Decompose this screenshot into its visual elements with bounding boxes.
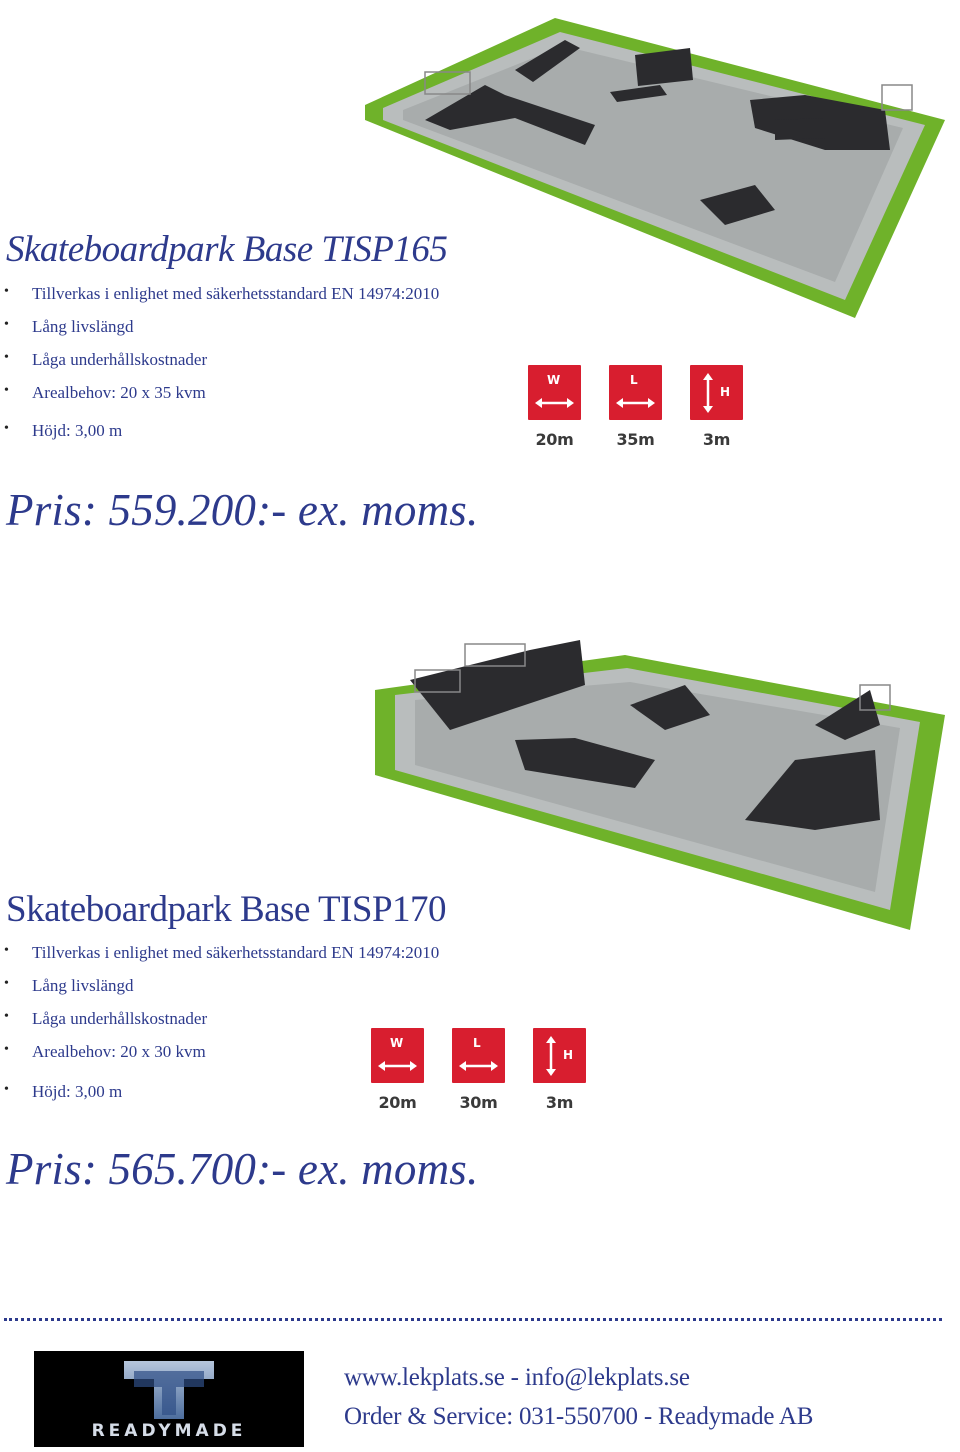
feature-item: • Lång livslängd xyxy=(4,317,439,337)
product-title: Skateboardpark Base TISP170 xyxy=(6,889,447,930)
dimension-height xyxy=(690,365,743,449)
feature-item: • Höjd: 3,00 m xyxy=(4,421,439,441)
price: Pris: 559.200:- ex. moms. xyxy=(6,485,479,535)
price: Pris: 565.700:- ex. moms. xyxy=(6,1144,479,1194)
width-arrow-icon: W xyxy=(371,1028,424,1083)
height-arrow-icon: H xyxy=(533,1028,586,1083)
feature-item: • Arealbehov: 20 x 30 kvm xyxy=(4,1042,439,1062)
dimension-length xyxy=(609,365,662,449)
dimension-height xyxy=(533,1028,586,1112)
height-arrow-icon: H xyxy=(690,365,743,420)
product-title: Skateboardpark Base TISP165 xyxy=(6,229,448,270)
dimension-icons xyxy=(528,365,743,449)
skatepark-tisp165-image xyxy=(355,0,960,320)
dimension-value: 3m xyxy=(702,430,731,449)
dimension-icons xyxy=(371,1028,586,1112)
dimension-value: 20m xyxy=(535,430,574,449)
footer-divider xyxy=(4,1318,942,1321)
dimension-width xyxy=(371,1028,424,1112)
feature-item: • Låga underhållskostnader xyxy=(4,350,439,370)
feature-item: • Tillverkas i enlighet med säkerhetsstandard EN 14974:2010 xyxy=(4,943,439,963)
service-line: Order & Service: 031-550700 - Readymade AB xyxy=(344,1403,814,1430)
length-arrow-icon: L xyxy=(452,1028,505,1083)
dimension-value: 35m xyxy=(616,430,655,449)
readymade-logo xyxy=(34,1351,304,1447)
contact-line[interactable]: www.lekplats.se - info@lekplats.se xyxy=(344,1364,690,1391)
logo-text: READYMADE xyxy=(91,1421,247,1441)
dimension-width xyxy=(528,365,581,449)
dimension-value: 3m xyxy=(545,1093,574,1112)
dimension-length xyxy=(452,1028,505,1112)
feature-item: • Låga underhållskostnader xyxy=(4,1009,439,1029)
length-arrow-icon: L xyxy=(609,365,662,420)
dimension-value: 20m xyxy=(378,1093,417,1112)
dimension-value: 30m xyxy=(459,1093,498,1112)
feature-list xyxy=(4,284,439,441)
feature-item: • Lång livslängd xyxy=(4,976,439,996)
feature-item: • Höjd: 3,00 m xyxy=(4,1082,439,1102)
feature-item: • Tillverkas i enlighet med säkerhetsstandard EN 14974:2010 xyxy=(4,284,439,304)
feature-item: • Arealbehov: 20 x 35 kvm xyxy=(4,383,439,403)
width-arrow-icon: W xyxy=(528,365,581,420)
